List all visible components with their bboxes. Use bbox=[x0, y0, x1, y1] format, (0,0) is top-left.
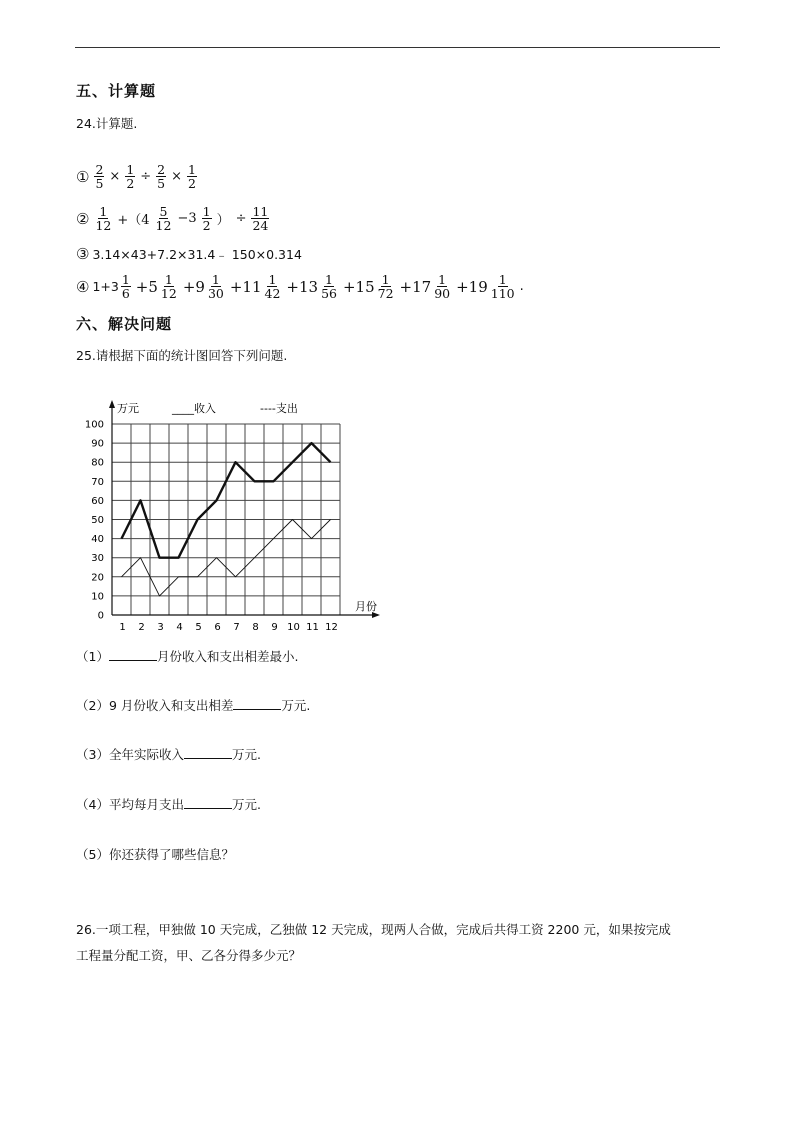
q25-part-3 bbox=[76, 745, 261, 763]
fraction: $\frac{1}{42}$ bbox=[264, 272, 281, 301]
x-tick-label: 12 bbox=[325, 622, 338, 633]
y-tick-label: 100 bbox=[84, 419, 104, 431]
fraction: $\frac{11}{24}$ bbox=[252, 204, 269, 233]
fraction: $\frac{1}{30}$ bbox=[207, 272, 224, 301]
fraction: $\frac{1}{110}$ bbox=[490, 272, 515, 301]
answer-blank[interactable] bbox=[233, 697, 281, 710]
item-marker: ② bbox=[76, 209, 90, 228]
q25-part-4 bbox=[76, 795, 261, 813]
y-tick-label: 10 bbox=[91, 591, 104, 603]
fraction: $\frac{1}{2}$ bbox=[126, 162, 135, 191]
x-tick-label: 4 bbox=[176, 622, 183, 633]
x-tick-label: 5 bbox=[195, 622, 202, 633]
section-heading-problems: 六、解决问题 bbox=[76, 315, 173, 333]
part-text: （2）9 月份收入和支出相差 bbox=[76, 698, 234, 713]
y-tick-label: 70 bbox=[91, 476, 104, 488]
operator: ÷ bbox=[140, 169, 152, 184]
x-tick-label: 6 bbox=[214, 622, 221, 633]
fraction: $\frac{1}{56}$ bbox=[321, 272, 337, 301]
item-marker: ① bbox=[76, 167, 90, 186]
calc-item-4 bbox=[76, 273, 524, 300]
y-tick-label: 0 bbox=[97, 610, 104, 622]
item-marker: ④ bbox=[76, 277, 90, 296]
x-tick-labels bbox=[119, 622, 338, 633]
part-text: 月份收入和支出相差最小. bbox=[156, 649, 299, 664]
mixed-whole: +15 bbox=[342, 277, 375, 296]
x-tick-label: 7 bbox=[233, 622, 240, 633]
operator: ） bbox=[216, 213, 230, 228]
header-rule bbox=[75, 47, 720, 48]
fraction: $\frac{1}{72}$ bbox=[377, 272, 394, 301]
x-tick-label: 9 bbox=[271, 622, 278, 633]
y-tick-label: 30 bbox=[91, 553, 104, 565]
y-tick-labels bbox=[85, 420, 104, 622]
calc-item-2 bbox=[76, 205, 271, 232]
question-25-title: 25.请根据下面的统计图回答下列问题. bbox=[76, 348, 288, 363]
answer-blank[interactable] bbox=[109, 648, 157, 661]
fraction: $\frac{2}{5}$ bbox=[157, 162, 166, 191]
y-axis-arrow bbox=[109, 400, 115, 408]
part-text: 万元. bbox=[281, 698, 311, 713]
part-text: 万元. bbox=[231, 747, 261, 762]
question-24-title: 24.计算题. bbox=[76, 116, 138, 131]
fraction: $\frac{1}{2}$ bbox=[202, 204, 211, 233]
question-26-line-1: 26.一项工程，甲独做 10 天完成，乙独做 12 天完成，现两人合做，完成后共得工资 2200 元，如果按完成 bbox=[76, 922, 671, 937]
calc-terms bbox=[119, 273, 518, 300]
answer-blank[interactable] bbox=[184, 796, 232, 809]
fraction: $\frac{1}{6}$ bbox=[121, 272, 130, 301]
x-tick-label: 2 bbox=[138, 622, 145, 633]
mixed-whole: +5 bbox=[135, 277, 158, 296]
operator: ÷ bbox=[235, 211, 247, 226]
calc-lead: 1+3 bbox=[92, 279, 119, 294]
y-tick-label: 40 bbox=[91, 534, 104, 546]
x-tick-label: 1 bbox=[119, 622, 126, 633]
fraction: $\frac{2}{5}$ bbox=[95, 162, 104, 191]
x-tick-label: 8 bbox=[252, 622, 259, 633]
calc-expression: 3.14×43+7.2×31.4﹣ 150×0.314 bbox=[92, 247, 302, 262]
part-label: （1） bbox=[76, 649, 109, 664]
section-heading-calculation: 五、计算题 bbox=[76, 82, 157, 100]
calc-end: . bbox=[519, 279, 524, 294]
x-tick-label: 3 bbox=[157, 622, 164, 633]
mixed-whole: +13 bbox=[286, 277, 319, 296]
operator: × bbox=[109, 169, 121, 184]
calc-item-3 bbox=[76, 245, 302, 263]
y-tick-label: 90 bbox=[91, 438, 104, 450]
calc-item-1 bbox=[76, 163, 199, 190]
operator: × bbox=[171, 169, 183, 184]
legend-expense: ----支出 bbox=[260, 402, 298, 415]
x-tick-label: 10 bbox=[287, 622, 300, 633]
item-marker: ③ bbox=[76, 245, 90, 263]
y-axis-label: 万元 bbox=[117, 402, 139, 415]
q25-part-5: （5）你还获得了哪些信息？ bbox=[76, 847, 234, 862]
x-tick-label: 11 bbox=[306, 622, 319, 633]
part-text: （4）平均每月支出 bbox=[76, 797, 184, 812]
y-tick-label: 80 bbox=[91, 457, 104, 469]
mixed-whole: +19 bbox=[456, 277, 488, 296]
y-tick-label: 20 bbox=[91, 572, 104, 584]
fraction: $\frac{1}{90}$ bbox=[434, 272, 451, 301]
answer-blank[interactable] bbox=[184, 746, 232, 759]
income-expense-line-chart bbox=[76, 392, 396, 638]
fraction: $\frac{5}{12}$ bbox=[155, 204, 172, 233]
fraction: $\frac{1}{12}$ bbox=[160, 272, 177, 301]
fraction: $\frac{1}{12}$ bbox=[95, 204, 112, 233]
part-text: 万元. bbox=[231, 797, 261, 812]
x-axis-label: 月份 bbox=[355, 600, 377, 613]
mixed-whole: +9 bbox=[182, 277, 205, 296]
mixed-whole: +17 bbox=[399, 277, 432, 296]
legend-income: ____收入 bbox=[172, 402, 216, 415]
question-26-line-2: 工程量分配工资，甲、乙各分得多少元？ bbox=[76, 948, 302, 963]
fraction: $\frac{1}{2}$ bbox=[188, 162, 196, 191]
q25-part-1 bbox=[76, 647, 298, 665]
part-text: （3）全年实际收入 bbox=[76, 747, 184, 762]
operator: −3 bbox=[177, 211, 197, 226]
q25-part-2 bbox=[76, 696, 310, 714]
operator: +（4 bbox=[117, 213, 150, 228]
mixed-whole: +11 bbox=[229, 277, 262, 296]
y-tick-label: 60 bbox=[91, 495, 104, 507]
y-tick-label: 50 bbox=[91, 515, 104, 526]
